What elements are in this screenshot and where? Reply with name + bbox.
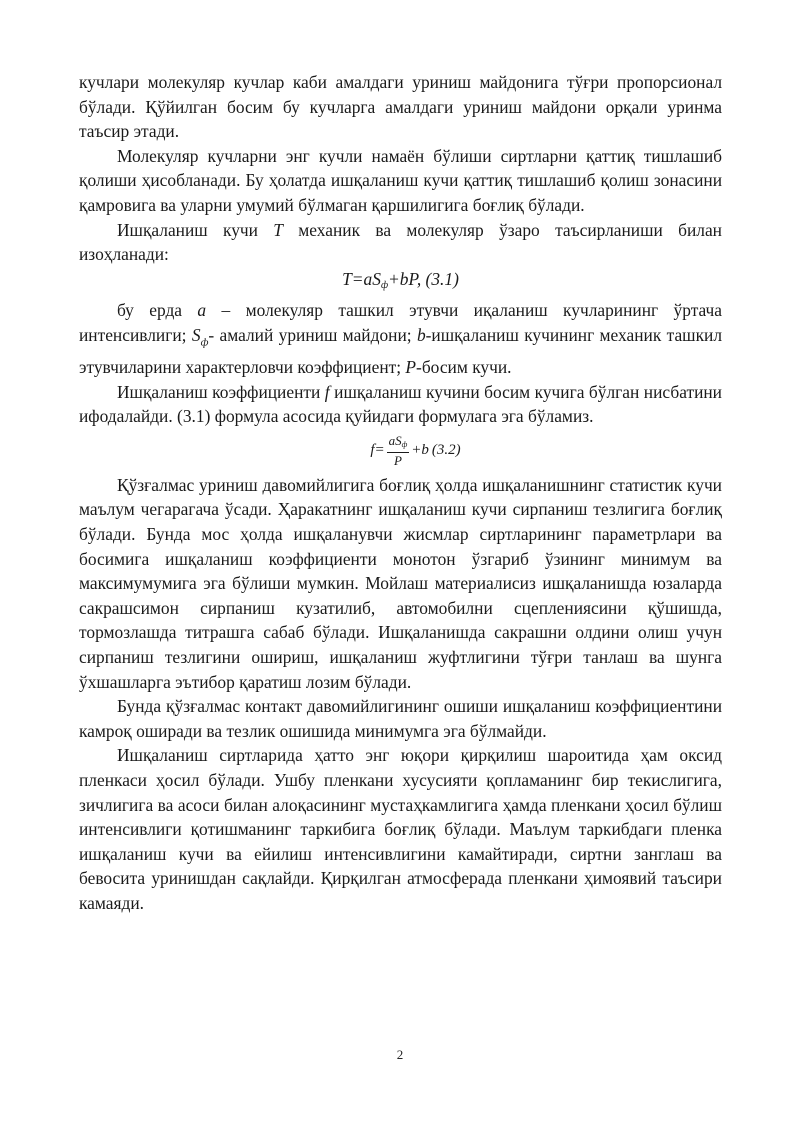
paragraph-7: Бунда қўзғалмас контакт давомийлигининг ошиши ишқаланиш коэффициентини камроқ оширади ва тезлик ошишида минимумга эга бўлмайди. bbox=[79, 696, 722, 741]
variable-f: f bbox=[324, 381, 330, 402]
formula-2-lhs: f bbox=[370, 442, 375, 459]
paragraph-5-text-a: Ишқаланиш коэффициенти bbox=[117, 381, 325, 402]
formula-1-S: S bbox=[372, 268, 381, 289]
paragraph-4-text-c: - амалий уриниш майдони; bbox=[208, 324, 417, 345]
formula-2-fraction bbox=[387, 433, 410, 469]
paragraph-8: Ишқаланиш сиртларида ҳатто энг юқори қирқилиш шароитида ҳам оксид пленкаси ҳосил бўлади. Ушбу пленкани хусусияти қопламанинг бир текислигига, зичлигига ва асоси билан алоқасининг мустаҳкамлигига ҳамда пленкани ҳосил бўлиш интенсивлиги қотишманинг таркибига боғлиқ бўлади. Маълум таркибдаги пленка ишқаланиш кучи ва ейилиш интенсивлигини камайтиради, сиртни занглаш ва бевосита уринишдан сақлайди. Қирқилган атмосферада пленкани ҳимоявий таъсири камаяди. bbox=[79, 745, 722, 913]
formula-2-denominator: P bbox=[393, 452, 402, 468]
formula-1-rest: +bP bbox=[388, 268, 417, 289]
formula-2-numerator bbox=[387, 433, 410, 453]
formula-1-a: a bbox=[363, 268, 373, 289]
paragraph-4-text-a: бу ерда bbox=[117, 300, 198, 321]
paragraph-6: Қўзғалмас уриниш давомийлигига боғлиқ ҳолда ишқаланишнинг статистик кучи маълум чегарагача ўсади. Ҳаракатнинг ишқаланиш кучи сирпаниш тезлигига боғлиқ бўлади. Бунда мос ҳолда ишқаланувчи жисмлар сиртларининг параметрлари ва босимига ишқаланиш коэффициенти монотон ўзгариб ўзининг минимум ва максимумумига эга бўлиши мумкин. Мойлаш материалисиз ишқаланишда юзаларда сакрашсимон сирпаниш кузатилиб, автомобилни сцеплениясини қўшишда, тормозлашда титрашга сабаб бўлади. Ишқаланишда сакрашни олдини олиш учун сирпаниш тезлигини ошириш, ишқаланиш жуфтлигини тўғри танлаш ва шунга ўхшашларга эътибор қаратиш лозим бўлади. bbox=[79, 474, 722, 692]
variable-S-subscript: ф bbox=[200, 336, 209, 349]
variable-P: P bbox=[405, 357, 417, 377]
variable-a: a bbox=[197, 300, 207, 321]
variable-S: S bbox=[191, 324, 201, 345]
paragraph-5 bbox=[79, 380, 722, 429]
formula-1-eq: = bbox=[351, 268, 364, 289]
formula-3-2 bbox=[79, 429, 722, 473]
paragraph-4-text-e: -босим кучи. bbox=[416, 357, 512, 377]
paragraph-4-text-d: -ишқаланиш кучининг механик ташкил этувчиларини характерловчи коэффициент; bbox=[79, 324, 722, 377]
formula-2-label: (3.2) bbox=[431, 442, 461, 459]
formula-1-subscript: ф bbox=[380, 279, 389, 291]
paragraph-3-text-a: Ишқаланиш кучи bbox=[117, 219, 274, 240]
formula-1-label: , (3.1) bbox=[416, 268, 459, 289]
paragraph-3 bbox=[79, 218, 722, 267]
variable-T: T bbox=[273, 219, 283, 240]
formula-1-lhs: T bbox=[342, 268, 352, 289]
formula-3-1 bbox=[79, 267, 722, 299]
formula-2-num-a: a bbox=[388, 432, 396, 448]
paragraph-3-text-b: механик ва молекуляр ўзаро таъсирланиши билан изоҳланади: bbox=[79, 219, 722, 265]
formula-2-eq: = bbox=[374, 442, 385, 459]
page-content bbox=[79, 70, 722, 915]
paragraph-4 bbox=[79, 298, 722, 379]
page-number: 2 bbox=[396, 1047, 404, 1062]
paragraph-1: кучлари молекуляр кучлар каби амалдаги уриниш майдонига тўғри пропорсионал бўлади. Қўйилган босим бу кучларга амалдаги уриниш майдони орқали уринма таъсир этади. bbox=[79, 72, 722, 142]
paragraph-2: Молекуляр кучларни энг кучли намаён бўлиши сиртларни қаттиқ тишлашиб қолиши ҳисобланади. Бу ҳолатда ишқаланиш кучи қаттиқ тишлашиб қолиш зонасини қамровига ва уларни умумий бўлмаган қаршилигига боғлиқ бўлади. bbox=[79, 145, 722, 215]
paragraph-4-text-b: – молекуляр ташкил этувчи иқаланиш кучларининг ўртача интенсивлиги; bbox=[79, 300, 723, 345]
paragraph-5-text-b: ишқаланиш кучини босим кучига бўлган нисбатини ифодалайди. (3.1) формула асосида қуйидаги формулага эга бўламиз. bbox=[79, 381, 722, 427]
formula-2-num-S: S bbox=[395, 432, 402, 448]
variable-b: b bbox=[416, 324, 426, 345]
formula-2-rest: +b bbox=[411, 442, 429, 459]
formula-2-num-subscript: ф bbox=[401, 439, 408, 449]
